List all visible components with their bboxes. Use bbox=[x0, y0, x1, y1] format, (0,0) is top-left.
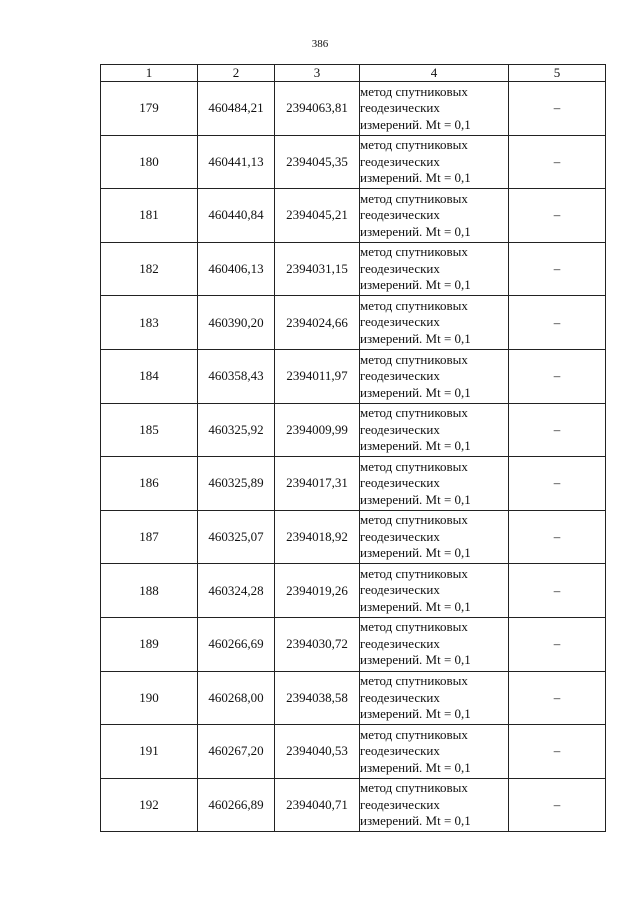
method-line: измерений. Mt = 0,1 bbox=[360, 223, 471, 239]
method-line: метод спутниковых bbox=[360, 726, 468, 742]
method-cell bbox=[360, 296, 509, 350]
x-coordinate-cell: 460268,00 bbox=[198, 671, 275, 725]
method-line: метод спутниковых bbox=[360, 297, 468, 313]
point-number-cell: 182 bbox=[101, 242, 198, 296]
method-line: геодезических bbox=[360, 743, 440, 759]
method-line: метод спутниковых bbox=[360, 673, 468, 689]
point-number-cell: 183 bbox=[101, 296, 198, 350]
method-cell bbox=[360, 135, 509, 189]
column-header-1: 1 bbox=[101, 65, 198, 82]
point-number-cell: 181 bbox=[101, 189, 198, 243]
table-header-row bbox=[101, 65, 606, 82]
method-line: измерений. Mt = 0,1 bbox=[360, 170, 471, 186]
point-number-cell: 179 bbox=[101, 82, 198, 136]
point-number-cell: 180 bbox=[101, 135, 198, 189]
method-cell bbox=[360, 725, 509, 779]
method-line: геодезических bbox=[360, 260, 440, 276]
method-line: метод спутниковых bbox=[360, 619, 468, 635]
y-coordinate-cell: 2394040,53 bbox=[275, 725, 360, 779]
note-cell: – bbox=[509, 349, 606, 403]
table-row bbox=[101, 189, 606, 243]
column-header-5: 5 bbox=[509, 65, 606, 82]
y-coordinate-cell: 2394017,31 bbox=[275, 457, 360, 511]
method-cell bbox=[360, 189, 509, 243]
method-line: измерений. Mt = 0,1 bbox=[360, 277, 471, 293]
method-line: метод спутниковых bbox=[360, 190, 468, 206]
note-cell: – bbox=[509, 403, 606, 457]
note-cell: – bbox=[509, 725, 606, 779]
method-line: метод спутниковых bbox=[360, 405, 468, 421]
method-line: геодезических bbox=[360, 100, 440, 116]
method-cell bbox=[360, 349, 509, 403]
point-number-cell: 190 bbox=[101, 671, 198, 725]
point-number-cell: 188 bbox=[101, 564, 198, 618]
point-number-cell: 189 bbox=[101, 617, 198, 671]
note-cell: – bbox=[509, 189, 606, 243]
method-cell bbox=[360, 82, 509, 136]
table-row bbox=[101, 671, 606, 725]
method-line: измерений. Mt = 0,1 bbox=[360, 384, 471, 400]
note-cell: – bbox=[509, 564, 606, 618]
y-coordinate-cell: 2394011,97 bbox=[275, 349, 360, 403]
table-row bbox=[101, 135, 606, 189]
method-line: метод спутниковых bbox=[360, 83, 468, 99]
method-line: метод спутниковых bbox=[360, 244, 468, 260]
note-cell: – bbox=[509, 296, 606, 350]
x-coordinate-cell: 460325,89 bbox=[198, 457, 275, 511]
method-line: геодезических bbox=[360, 689, 440, 705]
x-coordinate-cell: 460267,20 bbox=[198, 725, 275, 779]
method-line: измерений. Mt = 0,1 bbox=[360, 706, 471, 722]
table-row bbox=[101, 82, 606, 136]
method-cell bbox=[360, 617, 509, 671]
column-header-3: 3 bbox=[275, 65, 360, 82]
column-header-2: 2 bbox=[198, 65, 275, 82]
table-row bbox=[101, 457, 606, 511]
y-coordinate-cell: 2394019,26 bbox=[275, 564, 360, 618]
method-line: измерений. Mt = 0,1 bbox=[360, 330, 471, 346]
point-number-cell: 187 bbox=[101, 510, 198, 564]
method-line: геодезических bbox=[360, 314, 440, 330]
table-row bbox=[101, 403, 606, 457]
point-number-cell: 185 bbox=[101, 403, 198, 457]
x-coordinate-cell: 460324,28 bbox=[198, 564, 275, 618]
method-cell bbox=[360, 457, 509, 511]
method-line: геодезических bbox=[360, 796, 440, 812]
x-coordinate-cell: 460440,84 bbox=[198, 189, 275, 243]
method-line: геодезических bbox=[360, 421, 440, 437]
y-coordinate-cell: 2394024,66 bbox=[275, 296, 360, 350]
method-line: измерений. Mt = 0,1 bbox=[360, 438, 471, 454]
coordinates-table bbox=[100, 64, 606, 832]
note-cell: – bbox=[509, 242, 606, 296]
note-cell: – bbox=[509, 135, 606, 189]
method-line: измерений. Mt = 0,1 bbox=[360, 813, 471, 829]
y-coordinate-cell: 2394045,35 bbox=[275, 135, 360, 189]
method-line: геодезических bbox=[360, 582, 440, 598]
method-cell bbox=[360, 778, 509, 832]
method-line: измерений. Mt = 0,1 bbox=[360, 491, 471, 507]
table-row bbox=[101, 242, 606, 296]
method-cell bbox=[360, 403, 509, 457]
method-line: измерений. Mt = 0,1 bbox=[360, 759, 471, 775]
x-coordinate-cell: 460441,13 bbox=[198, 135, 275, 189]
table-row bbox=[101, 617, 606, 671]
y-coordinate-cell: 2394038,58 bbox=[275, 671, 360, 725]
method-line: метод спутниковых bbox=[360, 137, 468, 153]
method-line: геодезических bbox=[360, 207, 440, 223]
method-line: геодезических bbox=[360, 528, 440, 544]
method-cell bbox=[360, 510, 509, 564]
x-coordinate-cell: 460325,92 bbox=[198, 403, 275, 457]
x-coordinate-cell: 460266,89 bbox=[198, 778, 275, 832]
note-cell: – bbox=[509, 617, 606, 671]
y-coordinate-cell: 2394045,21 bbox=[275, 189, 360, 243]
table-row bbox=[101, 296, 606, 350]
method-line: метод спутниковых bbox=[360, 351, 468, 367]
method-cell bbox=[360, 671, 509, 725]
table-row bbox=[101, 349, 606, 403]
y-coordinate-cell: 2394018,92 bbox=[275, 510, 360, 564]
column-header-4: 4 bbox=[360, 65, 509, 82]
method-line: геодезических bbox=[360, 368, 440, 384]
method-line: измерений. Mt = 0,1 bbox=[360, 598, 471, 614]
y-coordinate-cell: 2394063,81 bbox=[275, 82, 360, 136]
table-row bbox=[101, 564, 606, 618]
x-coordinate-cell: 460406,13 bbox=[198, 242, 275, 296]
x-coordinate-cell: 460266,69 bbox=[198, 617, 275, 671]
x-coordinate-cell: 460390,20 bbox=[198, 296, 275, 350]
method-line: геодезических bbox=[360, 635, 440, 651]
note-cell: – bbox=[509, 510, 606, 564]
point-number-cell: 186 bbox=[101, 457, 198, 511]
point-number-cell: 184 bbox=[101, 349, 198, 403]
table-row bbox=[101, 510, 606, 564]
method-line: измерений. Mt = 0,1 bbox=[360, 116, 471, 132]
method-line: геодезических bbox=[360, 153, 440, 169]
table-body bbox=[101, 82, 606, 832]
table-row bbox=[101, 725, 606, 779]
note-cell: – bbox=[509, 82, 606, 136]
point-number-cell: 192 bbox=[101, 778, 198, 832]
x-coordinate-cell: 460358,43 bbox=[198, 349, 275, 403]
note-cell: – bbox=[509, 671, 606, 725]
y-coordinate-cell: 2394031,15 bbox=[275, 242, 360, 296]
table-row bbox=[101, 778, 606, 832]
method-line: измерений. Mt = 0,1 bbox=[360, 545, 471, 561]
x-coordinate-cell: 460484,21 bbox=[198, 82, 275, 136]
page-number: 386 bbox=[311, 38, 329, 50]
method-line: метод спутниковых bbox=[360, 512, 468, 528]
y-coordinate-cell: 2394009,99 bbox=[275, 403, 360, 457]
method-line: метод спутниковых bbox=[360, 458, 468, 474]
point-number-cell: 191 bbox=[101, 725, 198, 779]
note-cell: – bbox=[509, 778, 606, 832]
method-line: измерений. Mt = 0,1 bbox=[360, 652, 471, 668]
method-line: метод спутниковых bbox=[360, 780, 468, 796]
y-coordinate-cell: 2394030,72 bbox=[275, 617, 360, 671]
method-line: геодезических bbox=[360, 475, 440, 491]
y-coordinate-cell: 2394040,71 bbox=[275, 778, 360, 832]
note-cell: – bbox=[509, 457, 606, 511]
method-cell bbox=[360, 242, 509, 296]
method-line: метод спутниковых bbox=[360, 565, 468, 581]
x-coordinate-cell: 460325,07 bbox=[198, 510, 275, 564]
method-cell bbox=[360, 564, 509, 618]
